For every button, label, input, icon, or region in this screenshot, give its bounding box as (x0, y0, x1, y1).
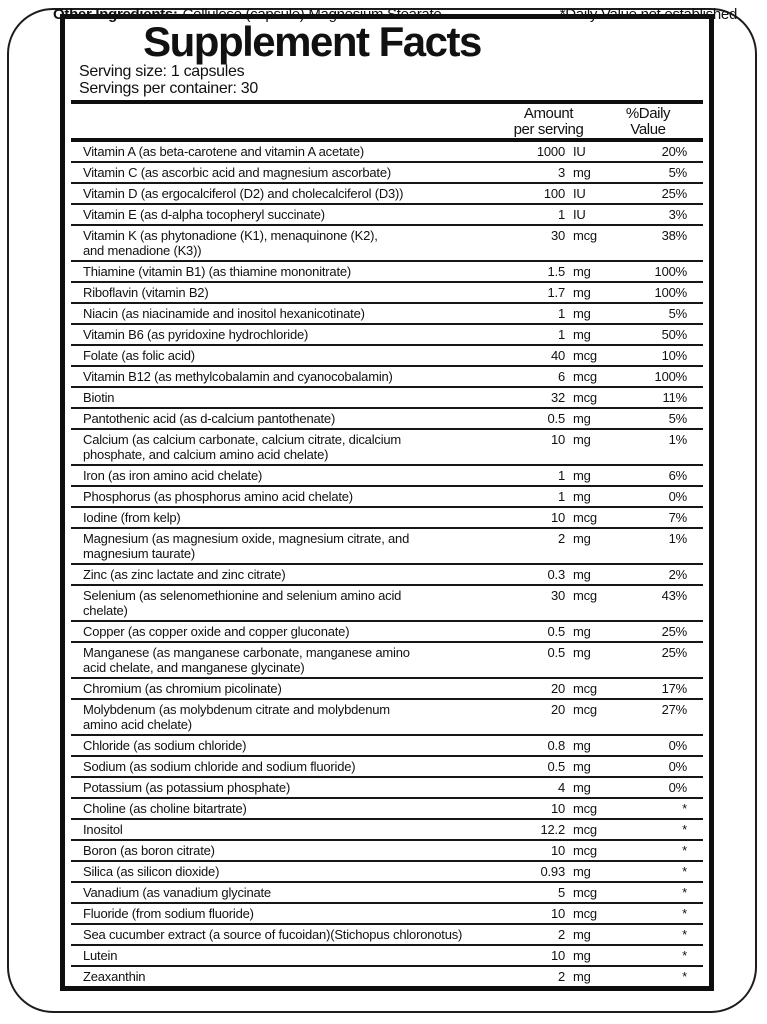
table-row (71, 527, 703, 563)
amount-unit: mcg (573, 906, 597, 921)
amount-unit: mcg (573, 390, 597, 405)
ingredient-name: Magnesium (as magnesium oxide, magnesium citrate, and magnesium taurate) (83, 531, 410, 561)
table-row (71, 881, 703, 902)
table-row (71, 584, 703, 620)
daily-value: 7% (668, 510, 687, 525)
other-ingredients (53, 6, 441, 23)
amount-unit: mg (573, 432, 591, 447)
ingredient-name: Molybdenum (as molybdenum citrate and molybdenum amino acid chelate) (83, 702, 390, 732)
amount-unit: mg (573, 948, 591, 963)
daily-value: 0% (668, 489, 687, 504)
amount-unit: mg (573, 624, 591, 639)
table-row (71, 902, 703, 923)
amount-unit: mg (573, 531, 591, 546)
ingredient-rows (71, 142, 703, 986)
other-ingredients-text: Cellulose (capsule) Magnesium Stearate (182, 6, 442, 23)
daily-value: 5% (668, 165, 687, 180)
daily-value: 0% (668, 738, 687, 753)
amount-value: 10 (550, 432, 565, 447)
column-header-amount: Amount per serving (513, 105, 584, 138)
panel-title: Supplement Facts (143, 18, 481, 65)
amount-value: 1 (557, 207, 565, 222)
amount-unit: mg (573, 411, 591, 426)
table-row (71, 142, 703, 161)
ingredient-name: Biotin (83, 390, 115, 405)
amount-unit: IU (573, 144, 586, 159)
daily-value: 38% (661, 228, 687, 243)
daily-value: 6% (668, 468, 687, 483)
ingredient-name: Iodine (from kelp) (83, 510, 181, 525)
amount-unit: mcg (573, 348, 597, 363)
daily-value: 0% (668, 759, 687, 774)
ingredient-name: Vitamin C (as ascorbic acid and magnesium ascorbate) (83, 165, 392, 180)
daily-value: 100% (654, 264, 687, 279)
amount-value: 5 (557, 885, 565, 900)
amount-value: 2 (557, 927, 565, 942)
ingredient-name: Vitamin E (as d-alpha tocopheryl succinate) (83, 207, 325, 222)
column-header-daily-value: %Daily Value (625, 105, 671, 138)
amount-unit: mg (573, 306, 591, 321)
daily-value: * (682, 927, 687, 942)
amount-unit: mcg (573, 801, 597, 816)
amount-value: 100 (543, 186, 565, 201)
ingredient-name: Choline (as choline bitartrate) (83, 801, 247, 816)
ingredient-name: Sodium (as sodium chloride and sodium fluoride) (83, 759, 356, 774)
amount-value: 1.5 (547, 264, 565, 279)
ingredient-name: Vitamin B12 (as methylcobalamin and cyanocobalamin) (83, 369, 393, 384)
ingredient-name: Potassium (as potassium phosphate) (83, 780, 291, 795)
amount-value: 12.2 (540, 822, 565, 837)
amount-unit: mcg (573, 588, 597, 603)
amount-unit: mg (573, 489, 591, 504)
daily-value: * (682, 864, 687, 879)
amount-value: 10 (550, 801, 565, 816)
table-row (71, 818, 703, 839)
table-row (71, 965, 703, 986)
daily-value: 100% (654, 369, 687, 384)
ingredient-name: Iron (as iron amino acid chelate) (83, 468, 263, 483)
servings-per-container: Servings per container: 30 (79, 79, 258, 97)
daily-value: 0% (668, 780, 687, 795)
table-row (71, 260, 703, 281)
daily-value-note: *Daily Value not established (559, 6, 737, 23)
amount-unit: mcg (573, 369, 597, 384)
amount-value: 10 (550, 948, 565, 963)
amount-value: 32 (550, 390, 565, 405)
amount-value: 6 (557, 369, 565, 384)
daily-value: * (682, 948, 687, 963)
amount-value: 4 (557, 780, 565, 795)
amount-unit: mg (573, 165, 591, 180)
amount-unit: mg (573, 645, 591, 660)
amount-unit: IU (573, 207, 586, 222)
daily-value: 25% (661, 624, 687, 639)
daily-value: 100% (654, 285, 687, 300)
serving-info (65, 64, 709, 97)
daily-value: 1% (668, 531, 687, 546)
table-row (71, 620, 703, 641)
amount-value: 1.7 (547, 285, 565, 300)
ingredient-name: Vanadium (as vanadium glycinate (83, 885, 271, 900)
daily-value: * (682, 969, 687, 984)
daily-value: * (682, 885, 687, 900)
table-row (71, 734, 703, 755)
ingredient-name: Vitamin B6 (as pyridoxine hydrochloride) (83, 327, 309, 342)
amount-unit: mcg (573, 228, 597, 243)
ingredient-name: Manganese (as manganese carbonate, manganese amino acid chelate, and manganese glycinate) (83, 645, 410, 675)
daily-value: 50% (661, 327, 687, 342)
table-row (71, 203, 703, 224)
ingredient-name: Chromium (as chromium picolinate) (83, 681, 282, 696)
amount-value: 2 (557, 969, 565, 984)
amount-value: 0.3 (547, 567, 565, 582)
amount-unit: mg (573, 264, 591, 279)
ingredient-name: Inositol (83, 822, 123, 837)
daily-value: 17% (661, 681, 687, 696)
amount-value: 10 (550, 843, 565, 858)
ingredient-name: Folate (as folic acid) (83, 348, 195, 363)
daily-value: 5% (668, 306, 687, 321)
table-row (71, 563, 703, 584)
amount-value: 0.8 (547, 738, 565, 753)
ingredient-name: Calcium (as calcium carbonate, calcium citrate, dicalcium phosphate, and calcium amino acid chelate) (83, 432, 402, 462)
amount-value: 40 (550, 348, 565, 363)
table-row (71, 506, 703, 527)
table-row (71, 386, 703, 407)
amount-value: 3 (557, 165, 565, 180)
ingredient-name: Vitamin K (as phytonadione (K1), menaquinone (K2), and menadione (K3)) (83, 228, 378, 258)
table-row (71, 365, 703, 386)
amount-unit: mg (573, 969, 591, 984)
amount-value: 1 (557, 327, 565, 342)
amount-value: 0.5 (547, 645, 565, 660)
table-row (71, 677, 703, 698)
serving-size: Serving size: 1 capsules (79, 63, 245, 80)
amount-unit: mg (573, 759, 591, 774)
ingredient-name: Riboflavin (vitamin B2) (83, 285, 209, 300)
ingredient-name: Sea cucumber extract (a source of fucoidan)(Stichopus chloronotus) (83, 927, 463, 942)
daily-value: 3% (668, 207, 687, 222)
table-row (71, 182, 703, 203)
ingredient-name: Silica (as silicon dioxide) (83, 864, 220, 879)
daily-value: 25% (661, 645, 687, 660)
amount-unit: mg (573, 864, 591, 879)
table-row (71, 323, 703, 344)
table-row (71, 860, 703, 881)
amount-unit: mcg (573, 843, 597, 858)
supplement-facts-panel (60, 14, 714, 991)
table-row (71, 281, 703, 302)
other-ingredients-label: Other Ingredients: (53, 6, 178, 23)
label-footer (53, 6, 737, 23)
table-row (71, 224, 703, 260)
daily-value: 2% (668, 567, 687, 582)
amount-value: 20 (550, 702, 565, 717)
table-row (71, 641, 703, 677)
amount-unit: mcg (573, 885, 597, 900)
amount-unit: mg (573, 327, 591, 342)
table-row (71, 698, 703, 734)
ingredient-name: Copper (as copper oxide and copper gluconate) (83, 624, 350, 639)
amount-unit: mg (573, 285, 591, 300)
amount-value: 1000 (536, 144, 565, 159)
table-row (71, 755, 703, 776)
amount-unit: mg (573, 927, 591, 942)
ingredient-name: Chloride (as sodium chloride) (83, 738, 247, 753)
daily-value: * (682, 843, 687, 858)
table-row (71, 923, 703, 944)
daily-value: 1% (668, 432, 687, 447)
ingredient-name: Vitamin A (as beta-carotene and vitamin A acetate) (83, 144, 364, 159)
amount-value: 10 (550, 510, 565, 525)
amount-unit: IU (573, 186, 586, 201)
amount-value: 0.5 (547, 411, 565, 426)
ingredient-name: Pantothenic acid (as d-calcium pantothenate) (83, 411, 336, 426)
table-row (71, 944, 703, 965)
daily-value: 5% (668, 411, 687, 426)
table-row (71, 485, 703, 506)
daily-value: 10% (661, 348, 687, 363)
table-row (71, 161, 703, 182)
ingredient-name: Lutein (83, 948, 118, 963)
daily-value: 43% (661, 588, 687, 603)
table-row (71, 464, 703, 485)
amount-unit: mcg (573, 510, 597, 525)
daily-value: * (682, 822, 687, 837)
amount-value: 10 (550, 906, 565, 921)
daily-value: 27% (661, 702, 687, 717)
amount-unit: mg (573, 780, 591, 795)
table-row (71, 776, 703, 797)
ingredient-name: Zinc (as zinc lactate and zinc citrate) (83, 567, 286, 582)
amount-unit: mcg (573, 681, 597, 696)
amount-unit: mg (573, 468, 591, 483)
amount-unit: mcg (573, 702, 597, 717)
table-row (71, 839, 703, 860)
daily-value: 11% (662, 390, 687, 405)
daily-value: * (682, 801, 687, 816)
ingredient-name: Fluoride (from sodium fluoride) (83, 906, 254, 921)
amount-value: 0.93 (540, 864, 565, 879)
amount-unit: mg (573, 738, 591, 753)
table-row (71, 407, 703, 428)
table-row (71, 302, 703, 323)
table-row (71, 428, 703, 464)
amount-value: 20 (550, 681, 565, 696)
amount-unit: mg (573, 567, 591, 582)
daily-value: 25% (661, 186, 687, 201)
table-row (71, 797, 703, 818)
amount-value: 30 (550, 588, 565, 603)
amount-value: 30 (550, 228, 565, 243)
column-headers (71, 104, 703, 138)
amount-value: 2 (557, 531, 565, 546)
ingredient-name: Boron (as boron citrate) (83, 843, 215, 858)
amount-unit: mcg (573, 822, 597, 837)
table-row (71, 344, 703, 365)
ingredient-name: Phosphorus (as phosphorus amino acid chelate) (83, 489, 353, 504)
daily-value: 20% (661, 144, 687, 159)
amount-value: 0.5 (547, 759, 565, 774)
ingredient-name: Thiamine (vitamin B1) (as thiamine mononitrate) (83, 264, 352, 279)
ingredient-name: Vitamin D (as ergocalciferol (D2) and cholecalciferol (D3)) (83, 186, 404, 201)
ingredient-name: Zeaxanthin (83, 969, 146, 984)
amount-value: 0.5 (547, 624, 565, 639)
ingredient-name: Niacin (as niacinamide and inositol hexanicotinate) (83, 306, 365, 321)
ingredient-name: Selenium (as selenomethionine and selenium amino acid chelate) (83, 588, 402, 618)
daily-value: * (682, 906, 687, 921)
amount-value: 1 (557, 489, 565, 504)
amount-value: 1 (557, 468, 565, 483)
amount-value: 1 (557, 306, 565, 321)
